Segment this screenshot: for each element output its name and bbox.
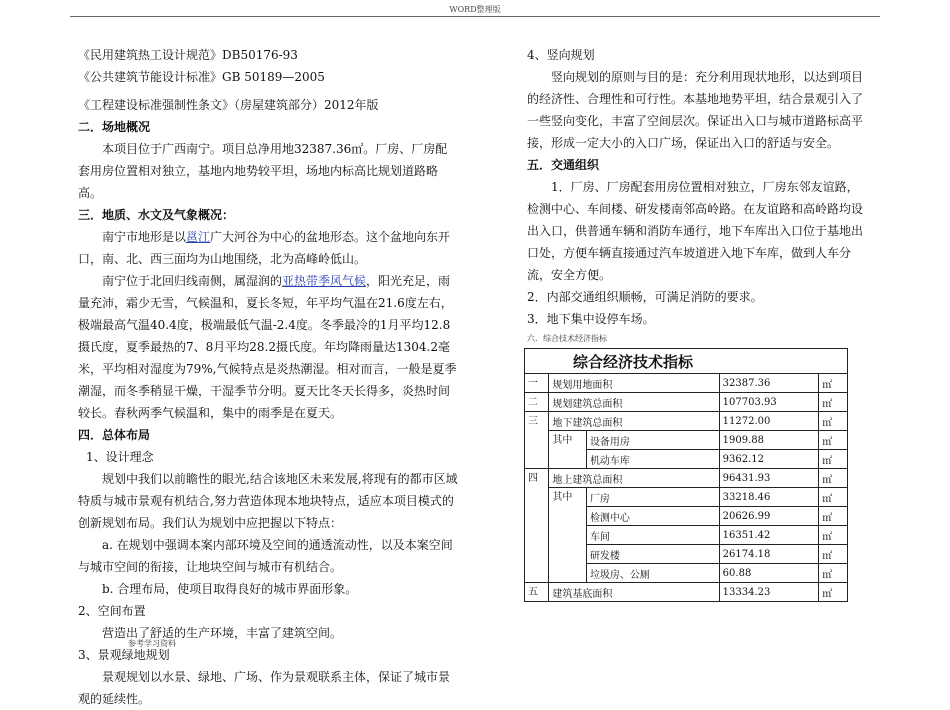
row-number-cell: 四	[525, 469, 549, 583]
table-body	[525, 374, 848, 602]
left-column	[78, 44, 458, 710]
section-4-title: 四．总体布局	[78, 428, 151, 442]
row-number-cell: 二	[525, 393, 549, 412]
item-name-cell: 研发楼	[586, 545, 719, 564]
value-cell: 60.88	[719, 564, 819, 583]
item-name-cell: 垃圾房、公厕	[586, 564, 719, 583]
unit-cell: ㎡	[819, 374, 848, 393]
unit-cell: ㎡	[819, 564, 848, 583]
row-number-cell: 三	[525, 412, 549, 469]
value-cell: 9362.12	[719, 450, 819, 469]
unit-cell: ㎡	[819, 507, 848, 526]
table-row	[525, 374, 848, 393]
value-cell: 20626.99	[719, 507, 819, 526]
item-name-cell: 地上建筑总面积	[549, 469, 719, 488]
text-span: 广大河谷为中心的盆地形态。这个盆地向东开口，南、北、西三面均为山地围绕，北为高峰岭低山。	[78, 230, 451, 266]
item-name-cell: 设备用房	[586, 431, 719, 450]
sub-label-cell: 其中	[549, 488, 587, 583]
row-number-cell: 一	[525, 374, 549, 393]
item-name-cell: 建筑基底面积	[549, 583, 719, 602]
table-row	[525, 412, 848, 431]
economic-indicators-table	[524, 348, 848, 602]
item-name-cell: 车间	[586, 526, 719, 545]
unit-cell: ㎡	[819, 545, 848, 564]
unit-cell: ㎡	[819, 526, 848, 545]
section-4-2-title: 2、空间布置	[78, 604, 146, 618]
page-header: WORD整理版	[449, 5, 501, 14]
item-name-cell: 厂房	[586, 488, 719, 507]
text-span: ，阳光充足，雨量充沛，霜少无雪，气候温和，夏长冬短，年平均气温在21.6度左右，极端最高气温40.4度，极端最低气温-2.4度。冬季最冷的1月平均12.8摄氏度，夏季最热的7、8月平均28.2摄氏度。年均降雨量达1304.2毫米，平均相对湿度为79%,气候特点是炎热潮湿。相对而言，一般是夏季潮湿，而冬季稍显干燥，干湿季节分明。夏天比冬天长得多，炎热时间较长。春秋两季气候温和，集中的雨季是在夏天。	[78, 274, 457, 420]
item-name-cell: 规划建筑总面积	[549, 393, 719, 412]
value-cell: 16351.42	[719, 526, 819, 545]
item-name-cell: 地下建筑总面积	[549, 412, 719, 431]
section-5-item-3: 3．地下集中设停车场。	[527, 312, 655, 326]
unit-cell: ㎡	[819, 583, 848, 602]
item-name-cell: 检测中心	[586, 507, 719, 526]
table-row	[525, 431, 848, 450]
table-title-row	[525, 349, 848, 374]
text-span: 南宁位于北回归线南侧，属湿润的	[102, 274, 283, 288]
unit-cell: ㎡	[819, 431, 848, 450]
section-4-1-b: b. 合理布局，使项目取得良好的城市界面形象。	[102, 582, 358, 596]
table-row	[525, 488, 848, 507]
table-row	[525, 583, 848, 602]
value-cell: 96431.93	[719, 469, 819, 488]
section-3-title: 三．地质、水文及气象概况：	[78, 208, 235, 222]
text-span: 南宁市地形是以	[102, 230, 187, 244]
section-2-title: 二．场地概况	[78, 120, 151, 134]
section-4-3-title: 3、景观绿地规划	[78, 648, 170, 662]
unit-cell: ㎡	[819, 488, 848, 507]
section-2-body: 本项目位于广西南宁。项目总净用地32387.36㎡。厂房、厂房配套用房位置相对独立，基地内地势较平坦，场地内标高比规划道路略高。	[78, 142, 448, 200]
item-name-cell: 规划用地面积	[549, 374, 719, 393]
right-column	[527, 44, 867, 330]
section-4-1-body: 规划中我们以前瞻性的眼光,结合该地区未来发展,将现有的都市区域特质与城市景观有机结合,努力营造体现本地块特点，适应本项目模式的创新规划布局。我们认为规划中应把握以下特点：	[78, 472, 458, 530]
vertical-planning-body: 竖向规划的原则与目的是：充分利用现状地形，以达到项目的经济性、合理性和可行性。本基地地势平坦，结合景观引入了一些竖向变化，丰富了空间层次。保证出入口与城市道路标高平接，形成一定大小的入口广场，保证出入口的舒适与安全。	[527, 70, 864, 150]
page-footer: 参考学习资料	[128, 639, 176, 648]
value-cell: 13334.23	[719, 583, 819, 602]
value-cell: 32387.36	[719, 374, 819, 393]
section-6-caption: 六．综合技术经济指标	[527, 334, 607, 343]
header-rule	[70, 16, 880, 17]
value-cell: 107703.93	[719, 393, 819, 412]
unit-cell: ㎡	[819, 393, 848, 412]
reference-1: 《民用建筑热工设计规范》DB50176-93	[78, 48, 298, 62]
unit-cell: ㎡	[819, 469, 848, 488]
value-cell: 1909.88	[719, 431, 819, 450]
section-4-2-body: 营造出了舒适的生产环境，丰富了建筑空间。	[102, 626, 343, 640]
link-yongjiang[interactable]: 邕江	[186, 230, 211, 244]
section-4-1-title: 1、设计理念	[86, 450, 154, 464]
sub-label-cell: 其中	[549, 431, 587, 469]
section-5-item-2: 2．内部交通组织顺畅，可满足消防的要求。	[527, 290, 763, 304]
section-4-3-body: 景观规划以水景、绿地、广场、作为景观联系主体，保证了城市景观的延续性。	[78, 670, 451, 706]
section-5-item-1: 1．厂房、厂房配套用房位置相对独立，厂房东邻友谊路，检测中心、车间楼、研发楼南邻高岭路。在友谊路和高岭路均设出入口，供普通车辆和消防车通行，地下车库出入口位于基地出口处，方便车辆直接通过汽车坡道进入地下车库，做到人车分流，安全方便。	[527, 180, 864, 282]
item-name-cell: 机动车库	[586, 450, 719, 469]
section-3-para-1	[78, 226, 458, 270]
reference-3: 《工程建设标准强制性条文》（房屋建筑部分）2012年版	[78, 98, 379, 112]
reference-2: 《公共建筑节能设计标准》GB 50189—2005	[78, 70, 325, 84]
table-row	[525, 393, 848, 412]
section-5-title: 五．交通组织	[527, 158, 600, 172]
section-3-para-2	[78, 270, 458, 424]
unit-cell: ㎡	[819, 450, 848, 469]
row-number-cell: 五	[525, 583, 549, 602]
unit-cell: ㎡	[819, 412, 848, 431]
table-title: 综合经济技术指标	[525, 349, 848, 374]
value-cell: 11272.00	[719, 412, 819, 431]
section-4-1-a: a. 在规划中强调本案内部环境及空间的通透流动性，以及本案空间与城市空间的衔接，让地块空间与城市有机结合。	[78, 538, 453, 574]
vertical-planning-title: 4、竖向规划	[527, 48, 595, 62]
link-climate[interactable]: 亚热带季风气候	[282, 274, 367, 288]
value-cell: 33218.46	[719, 488, 819, 507]
value-cell: 26174.18	[719, 545, 819, 564]
table-row	[525, 469, 848, 488]
